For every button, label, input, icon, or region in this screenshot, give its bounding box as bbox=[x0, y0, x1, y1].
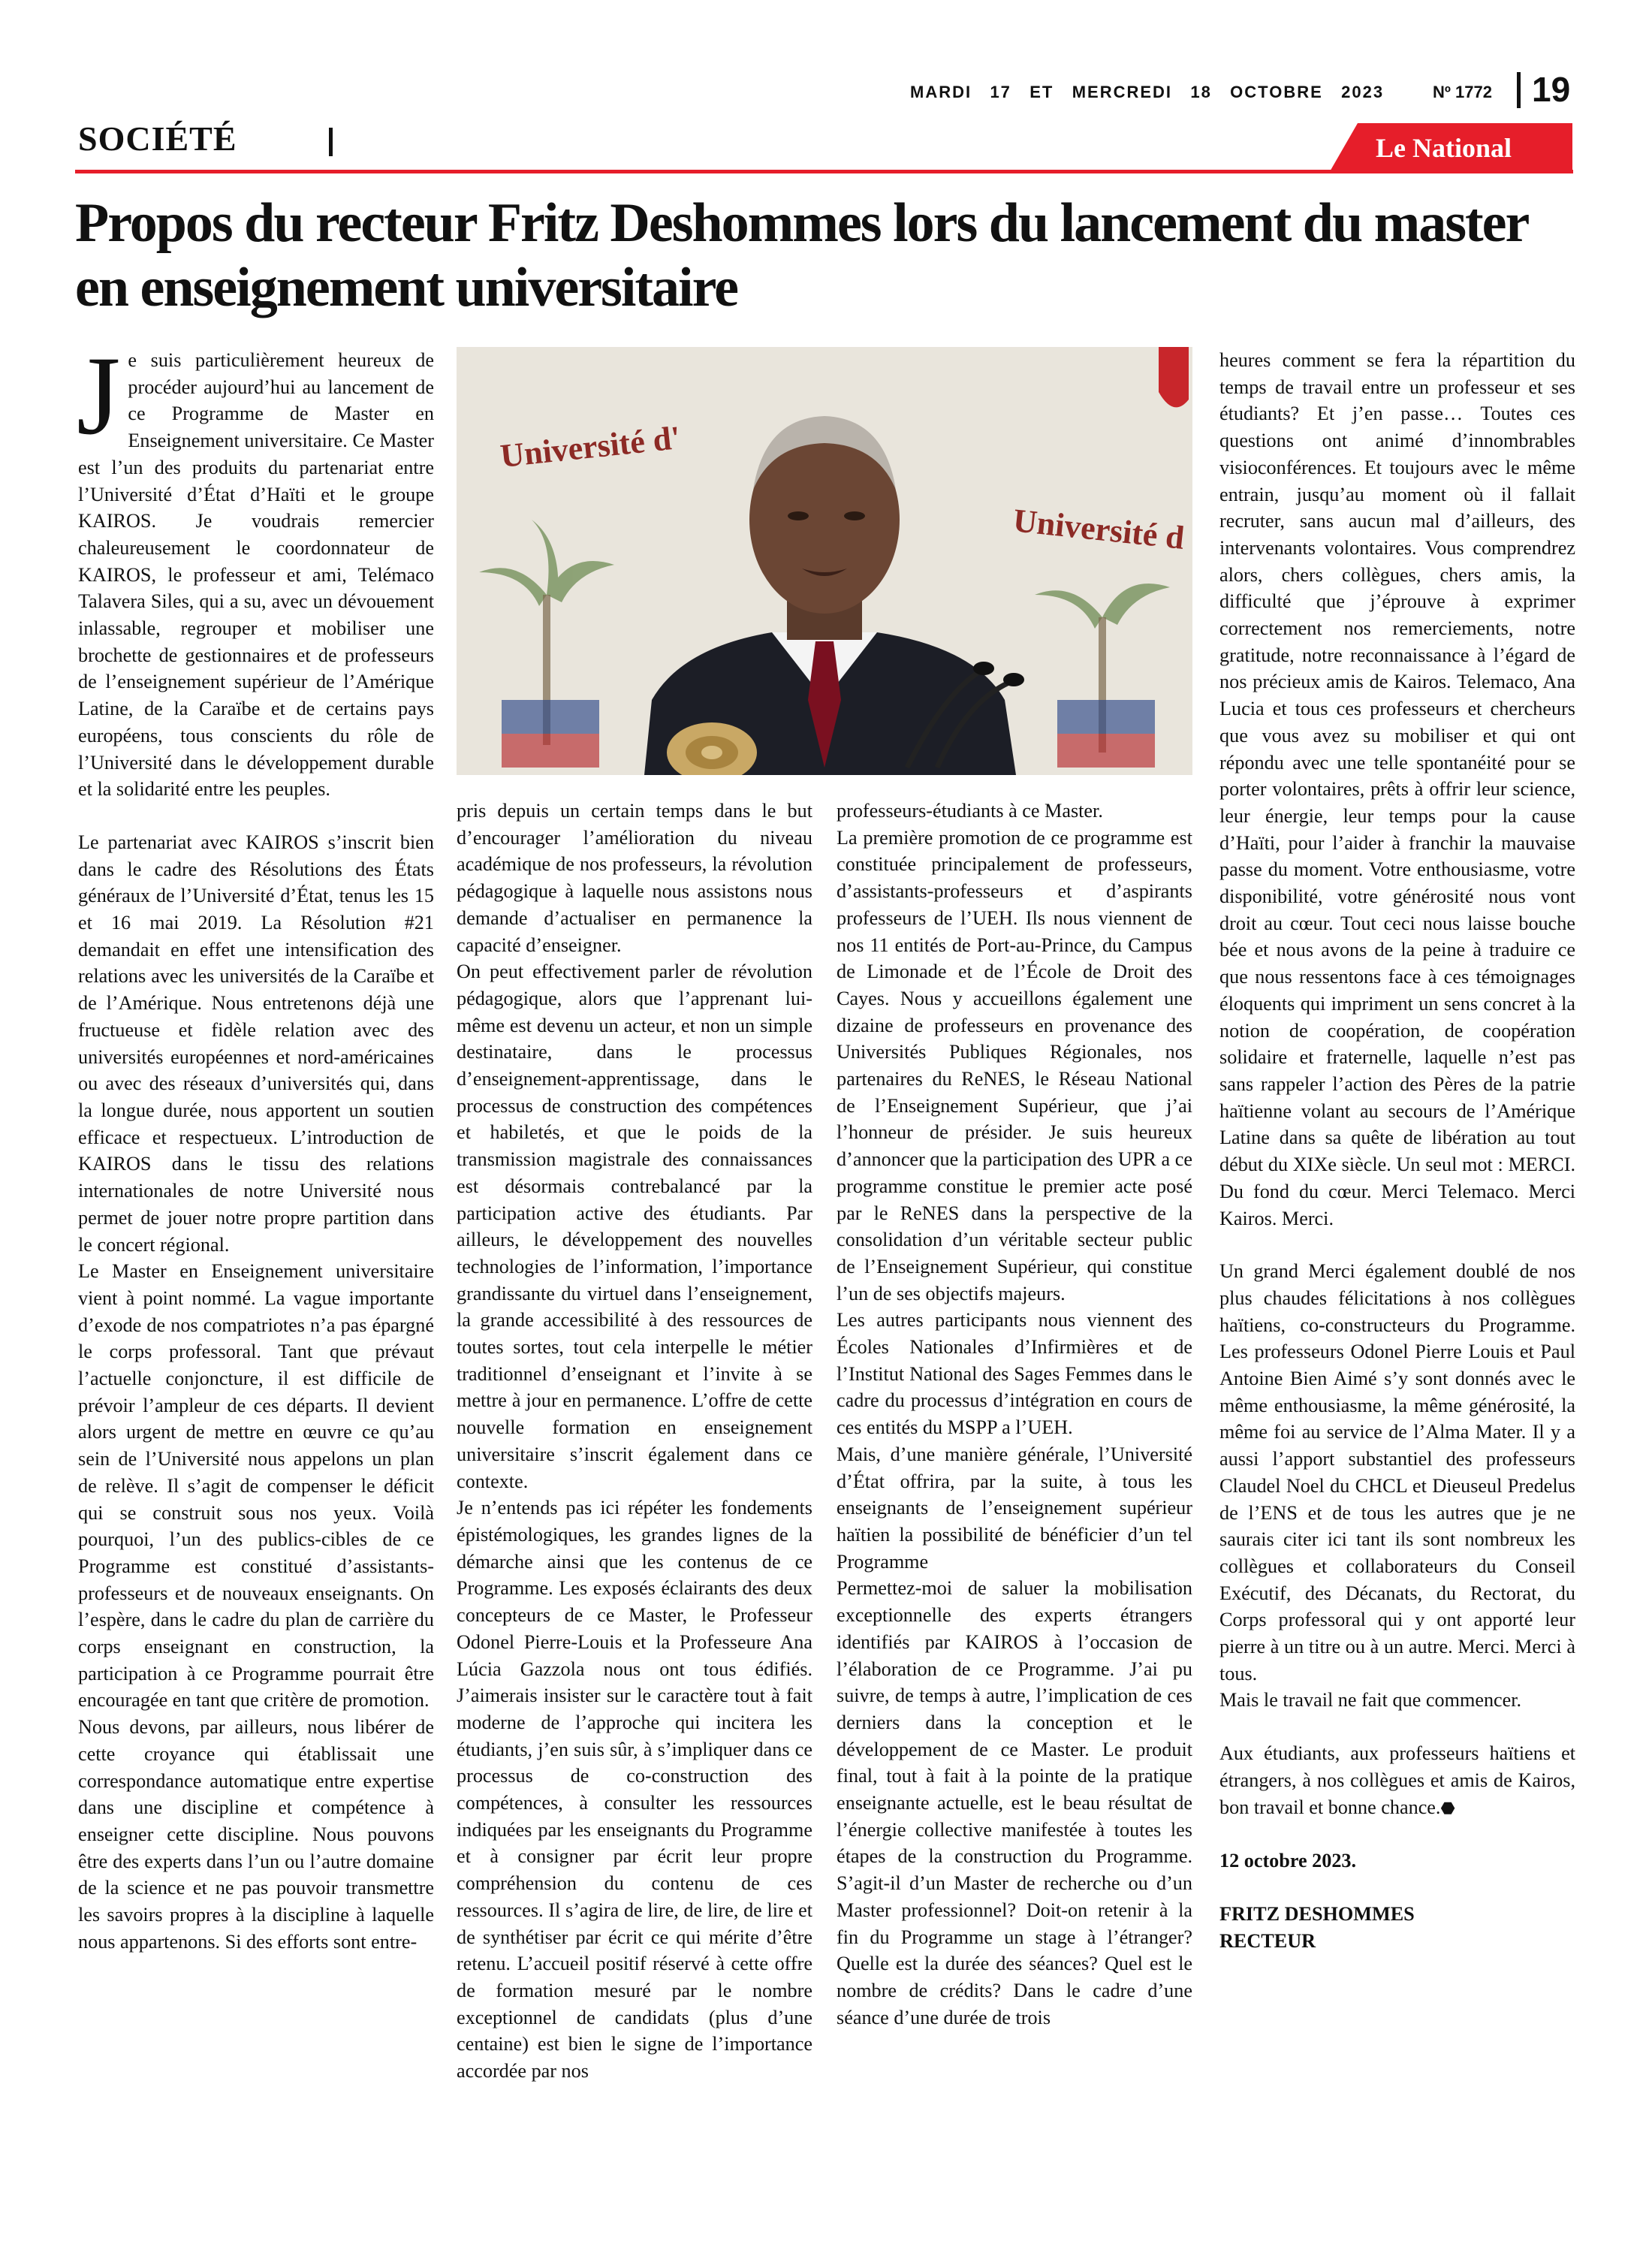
article-column-3 bbox=[837, 798, 1192, 2031]
paragraph: pris depuis un certain temps dans le but d’encourager l’amélioration du niveau académique de nos professeurs, la révolution pédagogique à laquelle nous assistons nous demande d’actualiser en permanence la capacité d’enseigner. bbox=[457, 800, 812, 956]
svg-text:Université d: Université d bbox=[1011, 502, 1186, 556]
paragraph: Mais le travail ne fait que commencer. bbox=[1219, 1689, 1522, 1712]
article-column-2 bbox=[457, 798, 812, 2085]
paragraph: Nous devons, par ailleurs, nous libérer de cette croyance qui établissait une correspondance automatique entre expertise dans une discipline et compétence à enseigner cette discipline. Nous pouvons être des experts dans l’un ou l’autre domaine de la science et ne pas pouvoir transmettre les savoirs propres à la discipline à laquelle nous appartenons. Si des efforts sont entre- bbox=[78, 1716, 434, 1953]
paragraph: heures comment se fera la répartition du temps de travail entre un professeur et ses étudiants? Et j’en passe… Toutes ces questions ont animé d’innombrables visioconférences. Et toujours avec le même entrain, jusqu’au moment où il fallait recruter, sans aucun mal d’ailleurs, des intervenants volontaires. Vous comprendrez alors, chers collègues, chers amis, la difficulté que j’éprouve à exprimer correctement nos remerciements, notre gratitude, notre reconnaissance à l’égard de nos précieux amis de Kairos. Telemaco, Ana Lucia et tous ces professeurs et chercheurs que vous avez su mobiliser et qui ont répondu avec une telle spontanéité pour se porter volontaires, prêts à offrir leur science, leur énergie, leur temps pour la cause d’Haïti, pour l’aider à franchir la mauvaise passe du moment. Votre enthousiasme, votre disponibilité, votre générosité nous vont droit au cœur. Tout ceci nous laisse bouche bée et nous avons de la peine à traduire ce que nous ressentons face à ces témoignages éloquents qui impriment un sens concret à la notion de coopération, de coopération solidaire et fraternelle, laquelle n’est pas sans rappeler l’action des Pères de la patrie haïtienne volant au secours de l’Amérique Latine dans sa quête de libération au tout début du XIXe siècle. Un seul mot : MERCI. Du fond du cœur. Merci Telemaco. Merci Kairos. Merci. bbox=[1219, 349, 1575, 1229]
date-line: 12 octobre 2023. bbox=[1219, 1850, 1357, 1872]
section-separator bbox=[329, 128, 333, 156]
article-column-1 bbox=[77, 333, 434, 1955]
brand-name: Le National bbox=[1376, 133, 1512, 163]
signature-name: FRITZ DESHOMMES bbox=[1219, 1902, 1415, 1925]
paragraph: On peut effectivement parler de révolution pédagogique, alors que l’apprenant lui-même est devenu un acteur, et non un simple destinataire, dans le processus d’enseignement-apprentissage, dans le processus de construction des compétences et habiletés, et que le poids de la transmission magistrale des connaissances est désormais contrebalancé par la participation active des étudiants. Par ailleurs, le développement des nouvelles technologies de l’information, l’importance grandissante du virtuel dans l’enseignement, la grande accessibilité à des ressources de toutes sortes, tout cela interpelle le métier traditionnel d’enseignant et l’invite à se mettre à jour en permanence. L’offre de cette nouvelle formation en enseignement universitaire s’inscrit également dans ce contexte. bbox=[457, 961, 812, 1492]
issue-number: Nº 1772 bbox=[1433, 83, 1492, 101]
article-title: Propos du recteur Fritz Deshommes lors du lancement du master en enseignement universitaire bbox=[75, 192, 1528, 318]
article-photo bbox=[457, 347, 1192, 775]
paragraph: La première promotion de ce programme est constituée principalement de professeurs, d’assistants-professeurs et d’aspirants professeurs de l’UEH. Ils nous viennent de nos 11 entités de Port-au-Prince, du Campus de Limonade et de l’École de Droit des Cayes. Nous y accueillons également une dizaine de professeurs en provenance des Universités Publiques Régionales, nos partenaires du ReNES, le Réseau National de l’Enseignement Supérieur, que j’ai l’honneur de présider. Je suis heureux d’annoncer que la participation des UPR a ce programme constitue le premier acte posé par le ReNES dans la perspective de la consolidation d’un véritable secteur public de l’Enseignement Supérieur, qui constitue l’un de ses objectifs majeurs. bbox=[837, 826, 1192, 1304]
drop-cap: J bbox=[77, 333, 121, 458]
paragraph: Les autres participants nous viennent des Écoles Nationales d’Infirmières et de l’Institut National des Sages Femmes dans le cadre du processus d’intégration en cours de ces entités du MSPP a l’UEH. bbox=[837, 1309, 1192, 1439]
paragraph: Un grand Merci également doublé de nos plus chaudes félicitations à nos collègues haïtiens, co-constructeurs du Programme. Les professeurs Odonel Pierre Louis et Paul Antoine Bien Aimé s’y sont donnés avec le même enthousiasme, la même générosité, la même foi au service de l’Alma Mater. Il y a aussi l’apport substantiel des professeurs Claudel Noel du CHCL et Dieuseul Predelus de l’ENS et de tous les autres que je ne saurais citer ici tant ils sont nombreux les collègues et collaborateurs du Conseil Exécutif, des Décanats, du Rectorat, du Corps professoral qui y ont apporté leur pierre à un titre ou à un autre. Merci. Merci à tous. bbox=[1219, 1260, 1575, 1684]
paragraph: Le partenariat avec KAIROS s’inscrit bien dans le cadre des Résolutions des États généraux de l’Université d’État, tenus les 15 et 16 mai 2019. La Résolution #21 demandait en effet une intensification des relations avec les universités de la Caraïbe et de l’Amérique. Nous entretenons déjà une fructueuse et fidèle relation avec des universités européennes et nord-américaines ou avec des réseaux d’universités qui, dans la longue durée, nous apportent un soutien efficace et respectueux. L’introduction de KAIROS dans le tissu des relations internationales de notre Université nous permet de jouer notre propre partition dans le concert régional. bbox=[78, 831, 434, 1256]
paragraph: Le Master en Enseignement universitaire vient à point nommé. La vague importante d’exode de nos compatriotes n’a pas épargné le corps professoral. Tant que prévaut l’actuelle conjoncture, il est difficile de prévoir l’ampleur de ces départs. Il devient alors urgent de mettre en œuvre ce qu’au sein de l’Université nous appelons un plan de relève. Il s’agit de compenser le déficit qui se construit sous nos yeux. Voilà pourquoi, l’un des publics-cibles de ce Programme est constitué d’assistants-professeurs et de nouveaux enseignants. On l’espère, dans le cadre du plan de carrière du corps enseignant en construction, la participation à ce Programme pourrait être encouragée en tant que critère de promotion. bbox=[78, 1260, 434, 1712]
paragraph: Je suis particulièrement heureux de procéder aujourd’hui au lancement de ce Programme de Master en Enseignement universitaire. Ce Master est l’un des produits du partenariat entre l’Université d’État d’Haïti et le groupe KAIROS. Je voudrais remercier chaleureusement le coordonnateur de KAIROS, le professeur et ami, Telémaco Talavera Siles, qui a su, avec un dévouement inlassable, regrouper et mobiliser une brochette de gestionnaires et de professeurs de l’enseignement supérieur de l’Amérique Latine, de la Caraïbe et de certains pays européens, tous conscients du rôle de l’Université dans le développement durable et la solidarité entre les peuples. bbox=[77, 333, 434, 801]
paragraph: Aux étudiants, aux professeurs haïtiens et étrangers, à nos collègues et amis de Kairos, bon travail et bonne chance.⬣ bbox=[1219, 1742, 1575, 1818]
red-rule bbox=[75, 170, 1573, 173]
header-separator bbox=[1517, 72, 1521, 108]
page-number: 19 bbox=[1532, 70, 1571, 109]
paragraph: Je n’entends pas ici répéter les fondements épistémologiques, les grandes lignes de la démarche ainsi que les contenus de ce Programme. Les exposés éclairants des deux concepteurs de ce Master, le Professeur Odonel Pierre-Louis et la Professeure Ana Lúcia Gazzola nous ont tous édifiés. J’aimerais insister sur le caractère tout à fait moderne de l’approche qui incitera les étudiants, j’en suis sûr, à s’impliquer dans ce processus de co-construction des compétences, à consulter les ressources indiquées par les enseignants du Programme et à consigner par écrit leur propre compréhension du contenu de ces ressources. Il s’agira de lire, de lire, de lire et de synthétiser par écrit ce qui mérite d’être retenu. L’accueil positif réservé à cette offre de formation mesuré par le nombre exceptionnel de candidats (plus d’une centaine) est bien le signe de l’importance accordée par nos bbox=[457, 1497, 812, 2083]
end-mark-icon: ⬣ bbox=[1440, 1798, 1455, 1817]
section-label: SOCIÉTÉ bbox=[78, 119, 237, 158]
paragraph: Mais, d’une manière générale, l’Université d’État offrira, par la suite, à tous les enseignants de l’enseignement supérieur haïtien la possibilité de bénéficier d’un tel Programme bbox=[837, 1443, 1192, 1573]
header-date: MARDI 17 ET MERCREDI 18 OCTOBRE 2023 bbox=[910, 83, 1385, 101]
article-column-4 bbox=[1219, 347, 1575, 1954]
paragraph: Permettez-moi de saluer la mobilisation exceptionnelle des experts étrangers identifiés par KAIROS à l’occasion de l’élaboration de ce Programme. J’ai pu suivre, de temps à autre, l’implication de ces derniers dans la conception et le développement de ce Master. Le produit final, tout à fait à la pointe de la pratique enseignante actuelle, est le beau résultat de l’énergie collective manifestée à toutes les étapes de la construction du Programme. S’agit-il d’un Master de recherche ou d’un Master professionnel? Doit-on retenir à la fin du Programme un stage à l’étranger? Quelle est la durée des séances? Quel est le nombre de crédits? Dans le cadre d’une séance d’une durée de trois bbox=[837, 1577, 1192, 2028]
signature-title: RECTEUR bbox=[1219, 1929, 1316, 1952]
paragraph: professeurs-étudiants à ce Master. bbox=[837, 800, 1103, 822]
svg-text:Université d': Université d' bbox=[498, 419, 683, 475]
